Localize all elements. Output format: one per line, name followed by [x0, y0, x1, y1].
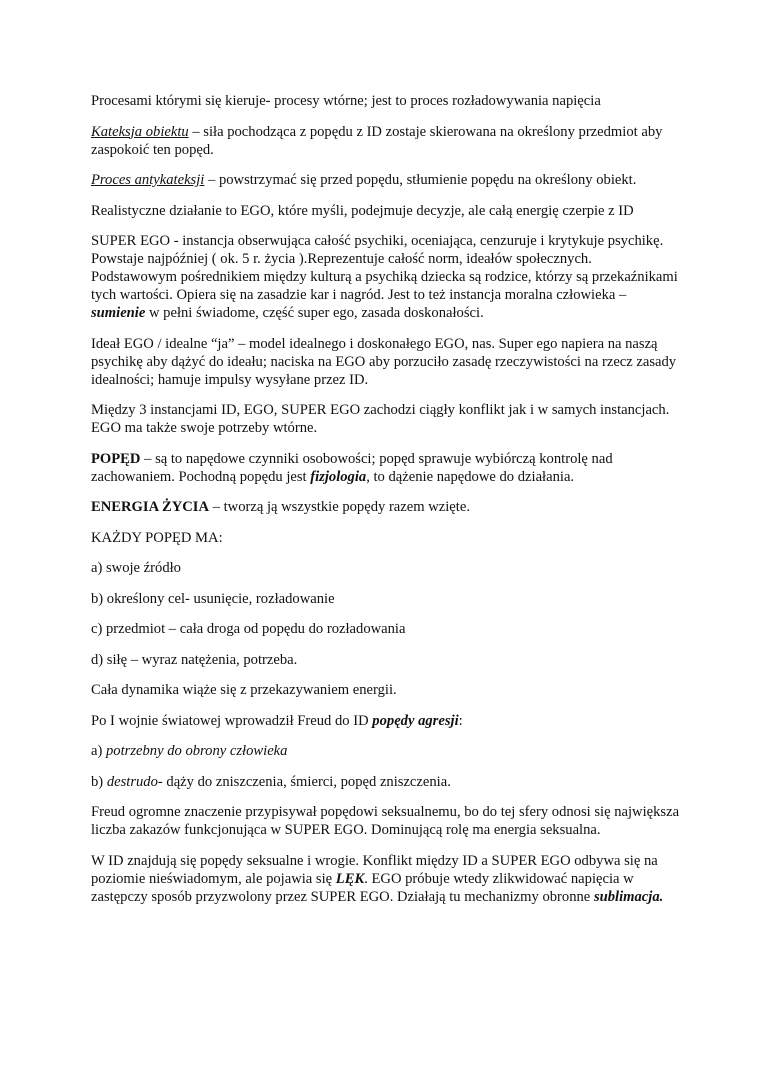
text: b) określony cel- usunięcie, rozładowanie [91, 590, 335, 607]
paragraph-drive [91, 450, 681, 486]
text: - dąży do zniszczenia, śmierci, popęd zniszczenia. [157, 773, 451, 790]
text: Między 3 instancjami ID, EGO, SUPER EGO zachodzi ciągły konflikt jak i w samych instancjach. EGO ma także swoje potrzeby wtórne. [91, 402, 670, 436]
text: : [458, 712, 463, 729]
text: – są to napędowe czynniki osobowości; popęd sprawuje wybiórczą kontrolę nad zachowaniem. Pochodną popędu jest [91, 450, 613, 485]
list-item-goal [91, 590, 681, 608]
term-object-cathexis: Kateksja obiektu [91, 123, 189, 140]
paragraph-aggression-drives [91, 712, 681, 730]
text: – tworzą ją wszystkie popędy razem wzięte. [209, 499, 470, 515]
paragraph-object-cathexis [91, 123, 681, 159]
text: c) przedmiot – cała droga od popędu do rozładowania [91, 621, 406, 637]
text: d) siłę – wyraz natężenia, potrzeba. [91, 651, 298, 668]
text: Cała dynamika wiąże się z przekazywaniem energii. [91, 682, 397, 698]
list-item-source [91, 559, 681, 577]
paragraph-id-conflict [91, 852, 681, 906]
text: a) [91, 743, 106, 759]
text: Realistyczne działanie to EGO, które myśli, podejmuje decyzje, ale całą energię czerpie z ID [91, 202, 634, 219]
text: Freud ogromne znaczenie przypisywał popędowi seksualnemu, bo do tej sfery odnosi się największa liczba zakazów funkcjonująca w SUPER EGO. Dominującą rolę ma energia seksualna. [91, 804, 680, 838]
paragraph-secondary-processes [91, 92, 681, 110]
term-life-energy: ENERGIA ŻYCIA [91, 499, 209, 515]
term-destrudo: destrudo [106, 773, 158, 790]
paragraph-super-ego [91, 232, 681, 322]
term-drive: POPĘD [91, 450, 141, 467]
text: Ideał EGO / idealne “ja” – model idealnego i doskonałego EGO, nas. Super ego napiera na naszą psychikę aby dążyć do ideału; naciska na EGO aby porzuciło zasadę rzeczywistości na rzecz zasady idealności; hamuje impulsy wysyłane przez ID. [91, 335, 677, 388]
text: , to dążenie napędowe do działania. [366, 468, 575, 485]
paragraph-dynamics [91, 681, 681, 699]
list-item-defense [91, 742, 681, 760]
text: SUPER EGO - instancja obserwująca całość psychiki, oceniająca, cenzuruje i krytykuje psychikę. Powstaje najpóźniej ( ok. 5 r. życia ).Reprezentuje całość norm, ideałów społecznych. Podstawowym pośrednikiem między kulturą a psychiką dziecka są rodzice, którzy są przekaźnikami tych wartości. Opiera się na zasadzie kar i nagród. Jest to też instancja moralna człowieka – [91, 233, 678, 303]
paragraph-each-drive-heading [91, 529, 681, 547]
text: w pełni świadome, część super ego, zasada doskonałości. [145, 305, 484, 321]
text: Procesami którymi się kieruje- procesy wtórne; jest to proces rozładowywania napięcia [91, 93, 601, 109]
list-item-force [91, 651, 681, 669]
term-anticathexis: Proces antykateksji [91, 172, 205, 188]
text: W ID znajdują się popędy seksualne i wrogie. Konflikt między ID a SUPER EGO odbywa się na poziomie nieświadomym, ale pojawia się [91, 852, 658, 887]
paragraph-ego [91, 202, 681, 220]
paragraph-anticathexis [91, 171, 681, 189]
paragraph-life-energy [91, 498, 681, 516]
term-conscience: sumienie [91, 305, 146, 321]
text: a) swoje źródło [91, 560, 181, 576]
list-item-destrudo [91, 773, 681, 791]
paragraph-ego-ideal [91, 335, 681, 389]
text: b) [91, 773, 107, 790]
document-body [91, 92, 681, 918]
text: Po I wojnie światowej wprowadził Freud do ID [91, 712, 373, 729]
text-italic: potrzebny do obrony człowieka [106, 743, 288, 759]
term-sublimation: sublimacja. [593, 888, 664, 905]
text: . EGO próbuje wtedy zlikwidować napięcia w zastępczy sposób przyzwolony przez SUPER EGO. Działają tu mechanizmy obronne [91, 870, 634, 905]
paragraph-instances-conflict [91, 401, 681, 437]
text: KAŻDY POPĘD MA: [91, 529, 223, 546]
paragraph-sexual-drive [91, 803, 681, 839]
text: – siła pochodząca z popędu z ID zostaje skierowana na określony przedmiot aby zaspokoić ten popęd. [91, 123, 663, 158]
term-physiology: fizjologia [310, 468, 367, 485]
term-aggression-drives: popędy agresji [372, 712, 459, 729]
term-anxiety: LĘK [335, 870, 365, 887]
text: – powstrzymać się przed popędu, stłumienie popędu na określony obiekt. [204, 172, 637, 188]
list-item-object [91, 620, 681, 638]
